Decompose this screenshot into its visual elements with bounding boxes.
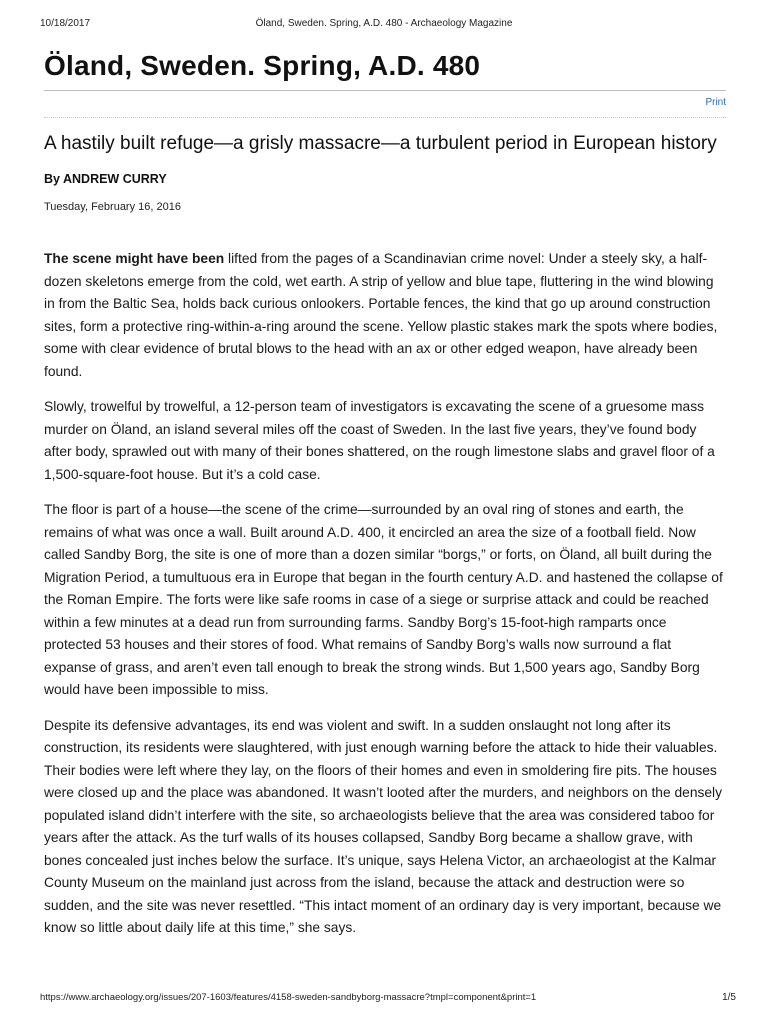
article-paragraph: Slowly, trowelful by trowelful, a 12-person team of investigators is excavating the scene of a gruesome mass murder on Öland, an island several miles off the coast of Sweden. In the last five years, they’ve found body after body, sprawled out with many of their bones shattered, on the rough limestone slabs and gravel floor of a 1,500-square-foot house. But it’s a cold case. xyxy=(44,399,715,482)
article-paragraph: Despite its defensive advantages, its end was violent and swift. In a sudden onslaught not long after its construction, its residents were slaughtered, with just enough warning before the attack to hide their valuables. Their bodies were left where they lay, on the floors of their homes and even in smoldering fire pits. The houses were closed up and the place was abandoned. It wasn’t looted after the murders, and neighbors on the densely populated island didn’t interfere with the site, so archaeologists believe that the area was considered taboo for years after the attack. As the turf walls of its houses collapsed, Sandby Borg became a shallow grave, with bones concealed just inches below the surface. It’s unique, says Helena Victor, an archaeologist at the Kalmar County Museum on the mainland just across from the island, because the attack and destruction were so sudden, and the site was never resettled. “This intact moment of an ordinary day is very important, because we know so little about daily life at this time,” she says. xyxy=(44,717,723,935)
article-date: Tuesday, February 16, 2016 xyxy=(44,201,181,213)
print-header-title: Öland, Sweden. Spring, A.D. 480 - Archaeology Magazine xyxy=(255,18,513,29)
print-bar xyxy=(44,91,726,118)
article-headline: Öland, Sweden. Spring, A.D. 480 xyxy=(44,50,481,81)
lead-in: The scene might have been xyxy=(44,251,225,266)
article-paragraph xyxy=(44,248,726,383)
article-subhead: A hastily built refuge—a grisly massacre—a turbulent period in European history xyxy=(44,133,717,154)
print-footer-url: https://www.archaeology.org/issues/207-1603/features/4158-sweden-sandbyborg-massacre?tmpl=component&print=1 xyxy=(40,992,537,1003)
article xyxy=(44,46,726,953)
lead-text: lifted from the pages of a Scandinavian crime novel: Under a steely sky, a half-dozen skeletons emerge from the cold, wet earth. A strip of yellow and blue tape, fluttering in the wind blowing in from the Baltic Sea, holds back curious onlookers. Portable fences, the kind that go up around construction sites, form a protective ring-within-a-ring around the scene. Yellow plastic stakes mark the spots where bodies, some with clear evidence of brutal blows to the head with an ax or other edged weapon, have already been found. xyxy=(44,251,718,379)
print-footer-page-number: 1/5 xyxy=(722,992,736,1003)
article-paragraph: The floor is part of a house—the scene of the crime—surrounded by an oval ring of stones and earth, the remains of what was once a wall. Built around A.D. 400, it encircled an area the size of a football field. Now called Sandby Borg, the site is one of more than a dozen similar “borgs,” or forts, on Öland, all built during the Migration Period, a tumultuous era in Europe that began in the fourth century A.D. and hastened the collapse of the Roman Empire. The forts were like safe rooms in case of a siege or surprise attack and could be reached within a few minutes at a dead run from surrounding farms. Sandby Borg’s 15-foot-high ramparts once protected 53 houses and their stores of food. What remains of Sandby Borg’s walls now surround a flat expanse of grass, and aren’t even tall enough to break the strong winds. But 1,500 years ago, Sandby Borg would have been impossible to miss. xyxy=(44,502,723,697)
article-body xyxy=(44,248,726,940)
print-header-date: 10/18/2017 xyxy=(40,18,91,29)
article-byline: By ANDREW CURRY xyxy=(44,172,167,186)
print-link[interactable]: Print xyxy=(705,97,726,108)
